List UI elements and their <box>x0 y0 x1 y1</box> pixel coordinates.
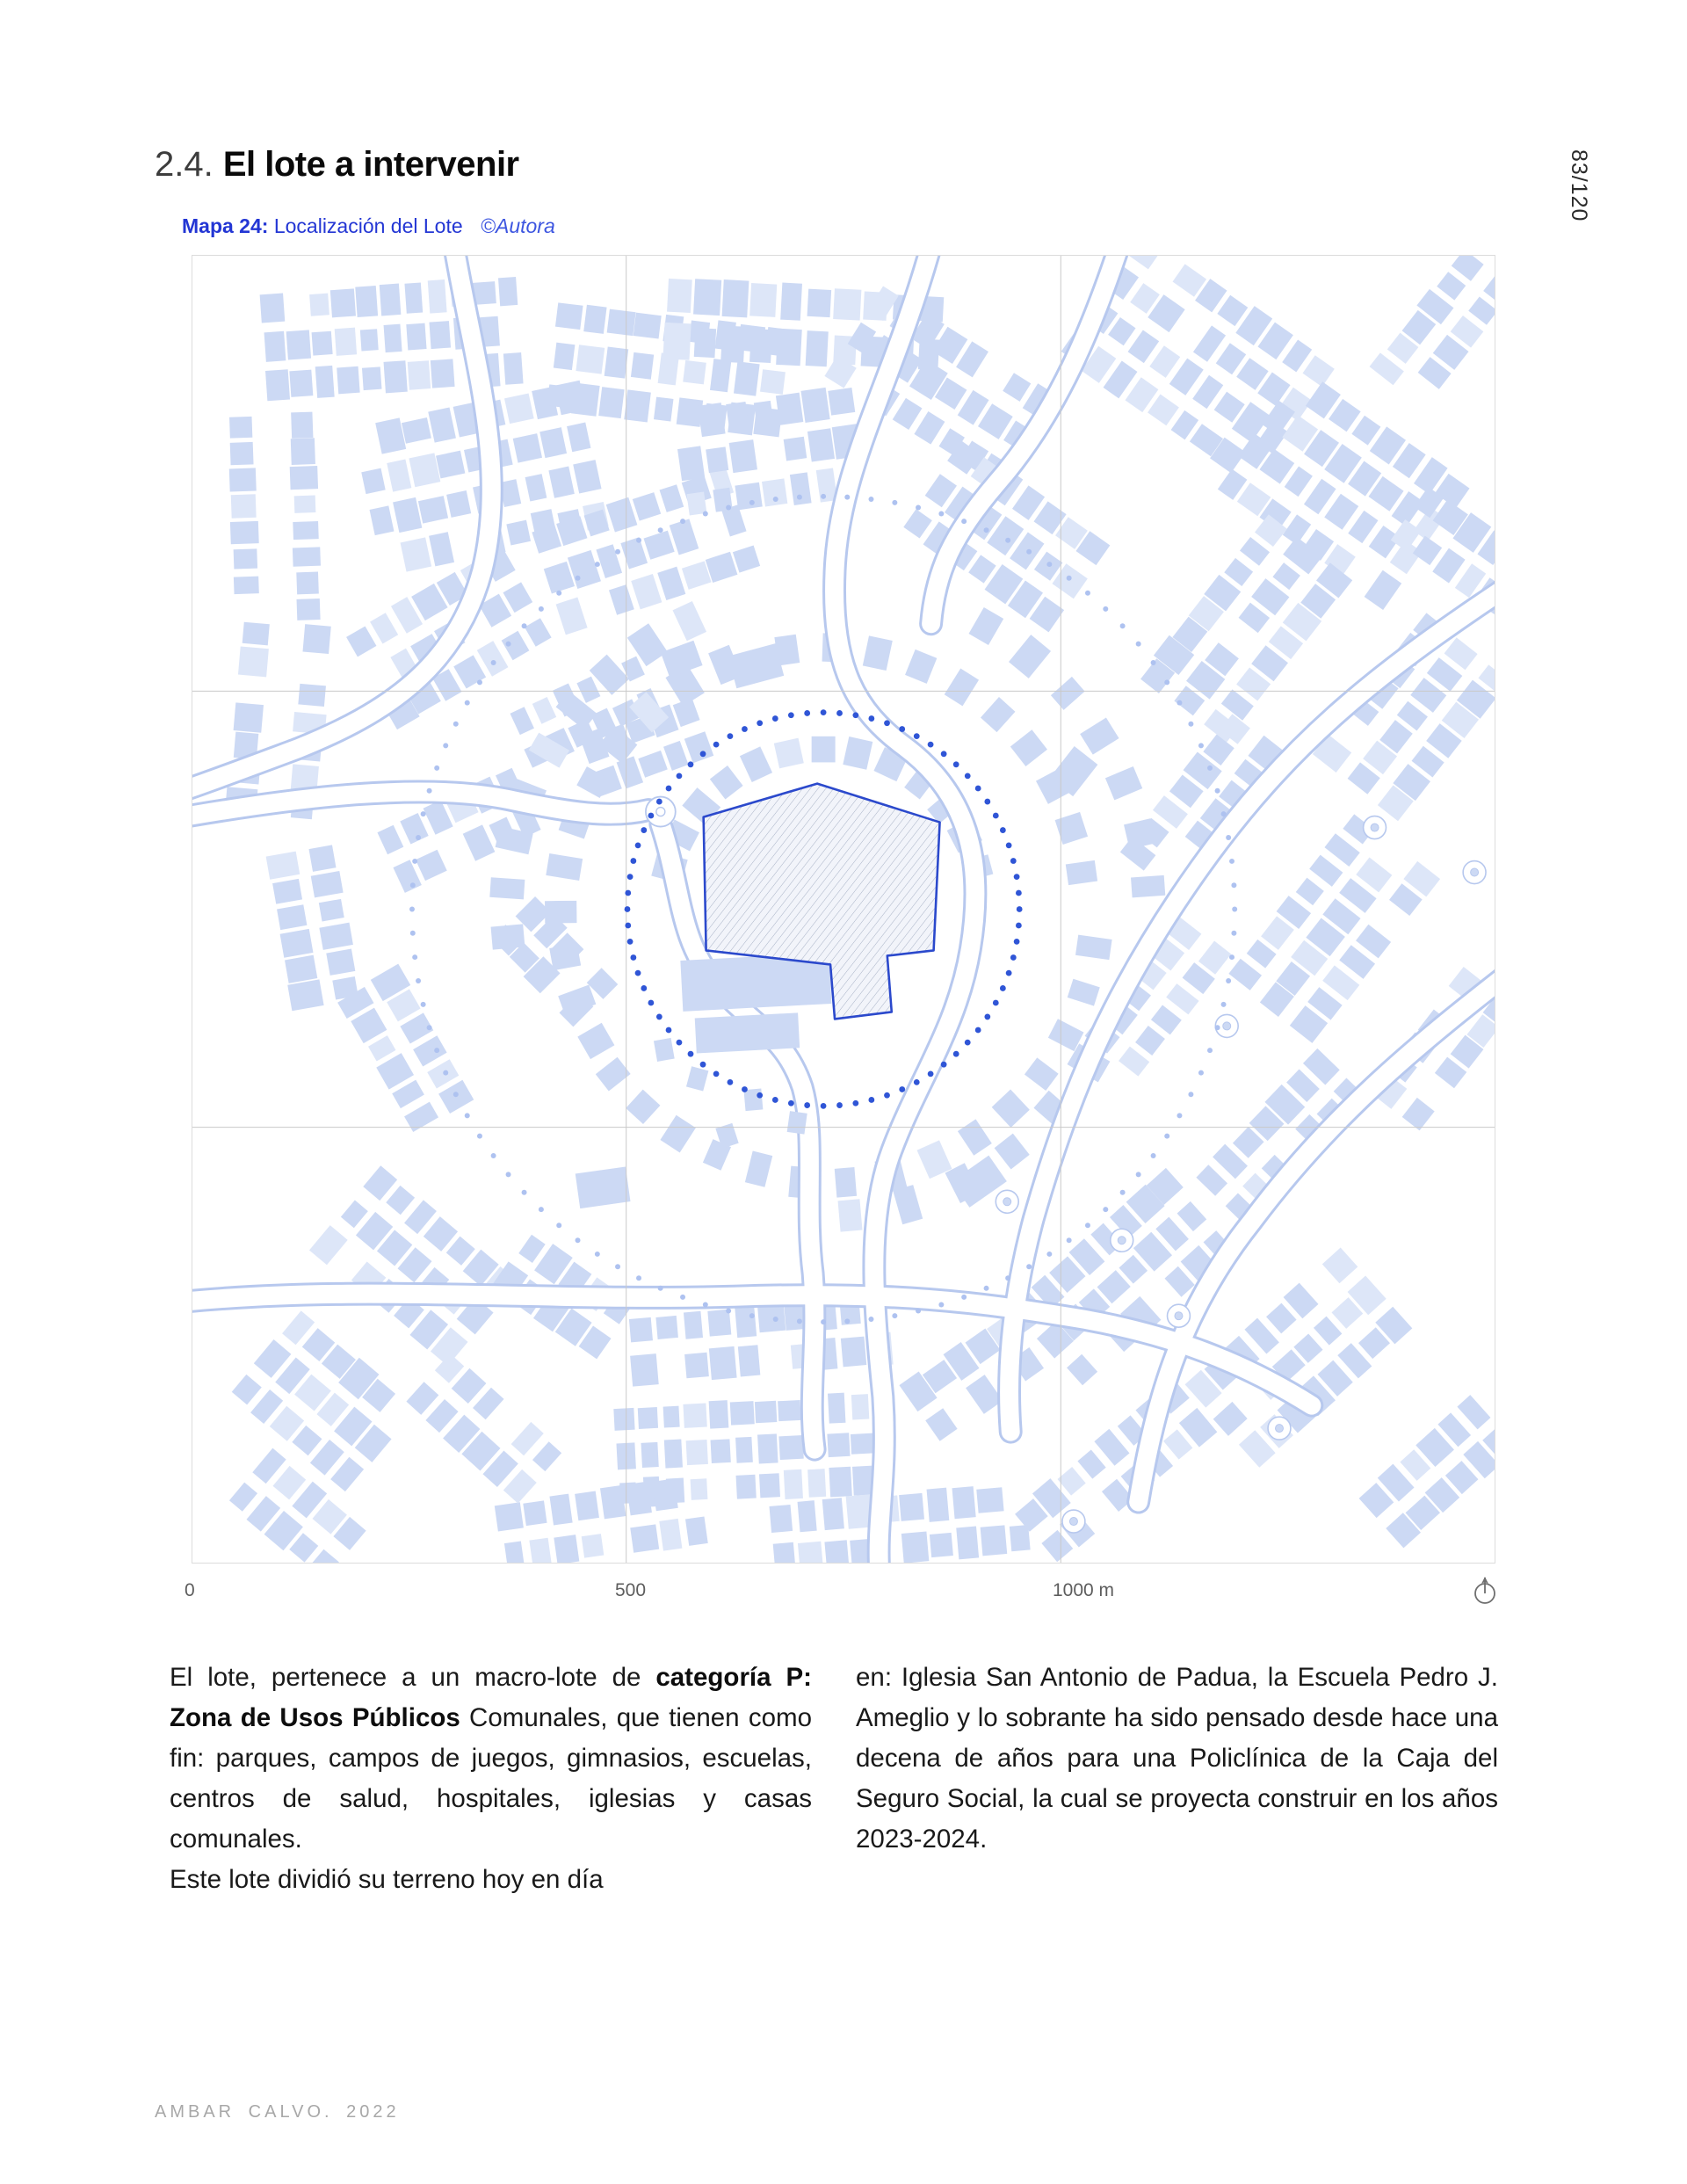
scale-tick-zero: 0 <box>185 1580 195 1600</box>
page-number: 83/120 <box>1567 149 1591 222</box>
map-caption-credit: ©Autora <box>481 214 555 237</box>
section-title: El lote a intervenir <box>222 145 519 184</box>
map-caption-label: Mapa 24: <box>182 214 269 237</box>
body-text <box>170 1658 1498 1900</box>
footer-author: AMBAR CALVO. 2022 <box>155 2102 400 2122</box>
north-arrow-icon <box>1471 1575 1499 1607</box>
body-column-right <box>856 1658 1498 1900</box>
map-figure <box>192 255 1495 1564</box>
paragraph-lot-category: El lote, pertenece a un macro-lote de categoría P: Zona de Usos Públicos Comunales, que tienen como fin: parques, campos de juegos, gimnasios, escuelas, centros de salud, hospitales, iglesias y casas comunales. <box>170 1663 812 1854</box>
scale-tick-end: 1000 m <box>1053 1580 1115 1600</box>
paragraph-lot-division: Este lote dividió su terreno hoy en día <box>170 1865 604 1894</box>
body-column-left <box>170 1658 812 1900</box>
section-number: 2.4. <box>155 145 214 184</box>
scale-tick-mid: 500 <box>615 1580 647 1600</box>
lot-map-svg <box>192 255 1495 1564</box>
map-caption <box>182 214 555 238</box>
paragraph-lot-uses: en: Iglesia San Antonio de Padua, la Escuela Pedro J. Ameglio y lo sobrante ha sido pensado desde hace una decena de años para una Policlínica de la Caja del Seguro Social, la cual se proyecta construir en los años 2023-2024. <box>856 1663 1498 1854</box>
section-heading <box>155 143 519 185</box>
map-scalebar <box>0 1580 1687 1607</box>
map-caption-title: Localización del Lote <box>273 214 463 237</box>
